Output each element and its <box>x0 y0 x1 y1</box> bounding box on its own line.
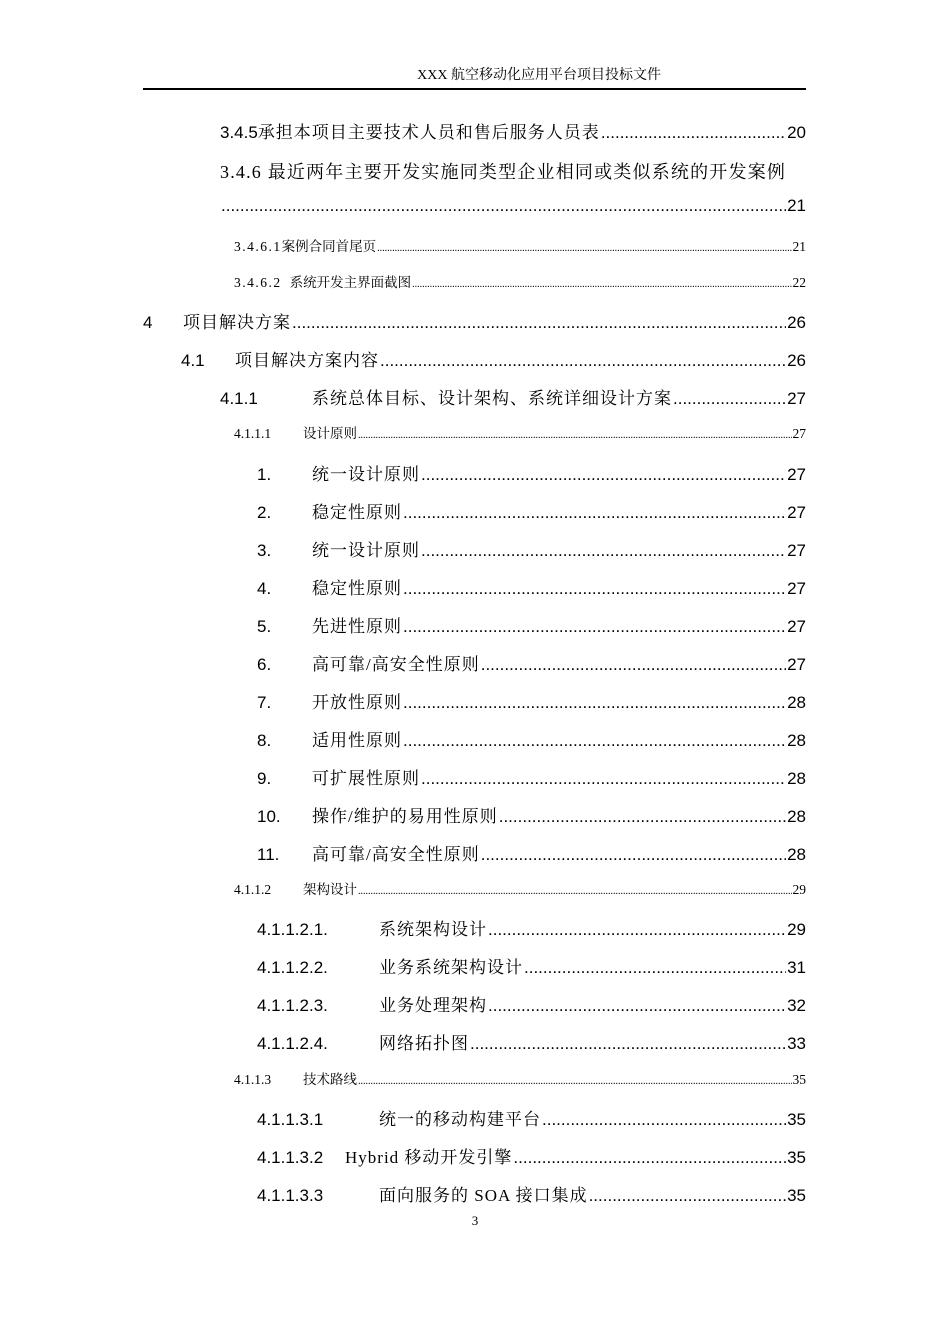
toc-number: 9. <box>257 769 272 788</box>
toc-title: 架构设计 <box>303 882 357 897</box>
toc-title: 项目解决方案 <box>183 313 291 332</box>
toc-title: 承担本项目主要技术人员和售后服务人员表 <box>257 123 600 142</box>
toc-number: 4.1.1.3.2 <box>257 1148 324 1167</box>
toc-title: 系统开发主界面截图 <box>289 275 412 290</box>
toc-entry-3-4-6-continuation[interactable] <box>220 196 806 216</box>
toc-number: 4.1.1 <box>220 389 258 408</box>
toc-number: 4.1.1.1 <box>234 426 272 441</box>
toc-leader <box>601 123 786 143</box>
toc-title: 网络拓扑图 <box>379 1034 469 1053</box>
toc-number: 4.1.1.2 <box>234 882 272 897</box>
toc-page: 31 <box>787 958 806 977</box>
toc-title: 统一设计原则 <box>312 541 420 560</box>
toc-number: 3. <box>257 541 272 560</box>
toc-page: 27 <box>787 579 806 598</box>
toc-entry-4-1-1-3[interactable] <box>234 1068 806 1088</box>
toc-leader <box>499 807 786 827</box>
toc-entry-4-1-1[interactable] <box>220 384 806 409</box>
toc-title: 统一的移动构建平台 <box>379 1110 541 1129</box>
toc-page: 21 <box>792 239 806 254</box>
toc-leader <box>292 313 786 333</box>
toc-number: 4.1 <box>181 351 205 370</box>
toc-page: 29 <box>787 920 806 939</box>
toc-leader <box>421 541 786 561</box>
toc-leader <box>481 655 786 675</box>
toc-page: 28 <box>787 845 806 864</box>
toc-title: 业务处理架构 <box>379 996 487 1015</box>
toc-entry-4-1-1-1[interactable] <box>234 422 806 442</box>
toc-page: 35 <box>787 1110 806 1129</box>
toc-page: 28 <box>787 769 806 788</box>
toc-leader <box>403 731 786 751</box>
toc-page: 28 <box>787 807 806 826</box>
toc-title: 操作/维护的易用性原则 <box>312 807 498 826</box>
toc-title: Hybrid 移动开发引擎 <box>345 1148 513 1167</box>
toc-title: 系统总体目标、设计架构、系统详细设计方案 <box>312 389 672 408</box>
toc-page: 27 <box>787 541 806 560</box>
toc-title: 适用性原则 <box>312 731 402 750</box>
toc-leader <box>513 1148 786 1168</box>
toc-title: 稳定性原则 <box>312 503 402 522</box>
toc-number: 4.1.1.2.1. <box>257 920 328 939</box>
toc-page: 27 <box>787 465 806 484</box>
toc-leader <box>221 196 786 216</box>
toc-number: 1. <box>257 465 272 484</box>
toc-title: 统一设计原则 <box>312 465 420 484</box>
toc-entry-principle-5[interactable] <box>257 612 806 637</box>
toc-title: 技术路线 <box>303 1072 357 1087</box>
toc-entry-principle-8[interactable] <box>257 726 806 751</box>
toc-leader <box>412 279 791 290</box>
toc-number: 3.4.6.2 <box>234 275 282 290</box>
toc-entry-3-4-6-1[interactable] <box>234 235 806 255</box>
toc-page: 22 <box>792 275 806 290</box>
toc-entry-4-1-1-3-3[interactable] <box>257 1181 806 1206</box>
toc-leader <box>403 579 786 599</box>
toc-page: 32 <box>787 996 806 1015</box>
toc-entry-principle-10[interactable] <box>257 802 806 827</box>
toc-page: 21 <box>787 196 806 215</box>
toc-leader <box>488 996 786 1016</box>
toc-entry-principle-6[interactable] <box>257 650 806 675</box>
toc-entry-4-1-1-2-4[interactable] <box>257 1029 806 1054</box>
toc-title: 最近两年主要开发实施同类型企业相同或类似系统的开发案例 <box>267 162 787 182</box>
toc-title: 开放性原则 <box>312 693 402 712</box>
toc-title: 系统架构设计 <box>379 920 487 939</box>
toc-number: 4.1.1.3.3 <box>257 1186 324 1205</box>
toc-title: 项目解决方案内容 <box>235 351 379 370</box>
toc-page: 29 <box>792 882 806 897</box>
toc-page: 28 <box>787 731 806 750</box>
toc-number: 3.4.5 <box>220 123 258 142</box>
toc-leader <box>542 1110 786 1130</box>
toc-number: 5. <box>257 617 272 636</box>
toc-leader <box>403 503 786 523</box>
toc-entry-3-4-5[interactable] <box>220 118 806 143</box>
toc-number: 4. <box>257 579 272 598</box>
toc-number: 3.4.6.1 <box>234 239 282 254</box>
toc-leader <box>589 1186 787 1206</box>
toc-entry-principle-3[interactable] <box>257 536 806 561</box>
toc-page: 27 <box>787 503 806 522</box>
toc-number: 10. <box>257 807 281 826</box>
toc-number: 6. <box>257 655 272 674</box>
toc-page: 27 <box>792 426 806 441</box>
toc-page: 35 <box>787 1186 806 1205</box>
toc-entry-3-4-6[interactable] <box>220 158 806 184</box>
toc-page: 28 <box>787 693 806 712</box>
toc-title: 高可靠/高安全性原则 <box>312 845 480 864</box>
toc-number: 4.1.1.2.2. <box>257 958 328 977</box>
toc-entry-principle-2[interactable] <box>257 498 806 523</box>
toc-entry-4-1-1-2-1[interactable] <box>257 915 806 940</box>
toc-title: 先进性原则 <box>312 617 402 636</box>
toc-title: 可扩展性原则 <box>312 769 420 788</box>
toc-number: 11. <box>257 845 280 864</box>
toc-leader <box>488 920 786 940</box>
toc-page: 20 <box>787 123 806 142</box>
toc-title: 案例合同首尾页 <box>281 239 377 254</box>
toc-entry-4[interactable] <box>143 308 806 333</box>
toc-leader <box>470 1034 786 1054</box>
toc-leader <box>524 958 786 978</box>
toc-entry-principle-7[interactable] <box>257 688 806 713</box>
toc-number: 2. <box>257 503 272 522</box>
toc-number: 3.4.6 <box>220 162 262 182</box>
toc-entry-4-1-1-2-3[interactable] <box>257 991 806 1016</box>
toc-number: 4.1.1.2.4. <box>257 1034 328 1053</box>
toc-entry-4-1-1-2-2[interactable] <box>257 953 806 978</box>
toc-leader <box>481 845 786 865</box>
toc-leader <box>380 351 786 371</box>
toc-title: 业务系统架构设计 <box>379 958 523 977</box>
toc-entry-4-1[interactable] <box>181 346 806 371</box>
toc-page: 26 <box>787 351 806 370</box>
toc-leader <box>358 886 792 897</box>
toc-entry-4-1-1-3-2[interactable] <box>257 1143 806 1168</box>
toc-page: 27 <box>787 655 806 674</box>
toc-entry-principle-11[interactable] <box>257 840 806 865</box>
toc-entry-principle-1[interactable] <box>257 460 806 485</box>
toc-number: 4.1.1.2.3. <box>257 996 328 1015</box>
toc-leader <box>403 617 786 637</box>
toc-leader <box>377 243 791 254</box>
toc-number: 8. <box>257 731 272 750</box>
toc-page: 33 <box>787 1034 806 1053</box>
toc-leader <box>358 1076 792 1087</box>
toc-leader <box>421 769 786 789</box>
toc-leader <box>358 430 792 441</box>
toc-page: 27 <box>787 617 806 636</box>
toc-number: 4 <box>143 313 153 332</box>
toc-leader <box>403 693 786 713</box>
toc-number: 7. <box>257 693 272 712</box>
toc-entry-principle-4[interactable] <box>257 574 806 599</box>
toc-title: 设计原则 <box>303 426 357 441</box>
toc-page: 35 <box>792 1072 806 1087</box>
toc-entry-4-1-1-3-1[interactable] <box>257 1105 806 1130</box>
toc-leader <box>421 465 786 485</box>
toc-entry-3-4-6-2[interactable] <box>234 271 806 291</box>
toc-leader <box>673 389 786 409</box>
toc-number: 4.1.1.3 <box>234 1072 272 1087</box>
toc-title: 面向服务的 SOA 接口集成 <box>379 1186 588 1205</box>
toc-title: 稳定性原则 <box>312 579 402 598</box>
page-number: 3 <box>471 1213 479 1228</box>
toc-number: 4.1.1.3.1 <box>257 1110 324 1129</box>
toc-page: 26 <box>787 313 806 332</box>
toc-page: 35 <box>787 1148 806 1167</box>
toc-page: 27 <box>787 389 806 408</box>
document-header-title: XXX 航空移动化应用平台项目投标文件 <box>417 68 661 83</box>
toc-title: 高可靠/高安全性原则 <box>312 655 480 674</box>
toc-entry-4-1-1-2[interactable] <box>234 878 806 898</box>
toc-entry-principle-9[interactable] <box>257 764 806 789</box>
